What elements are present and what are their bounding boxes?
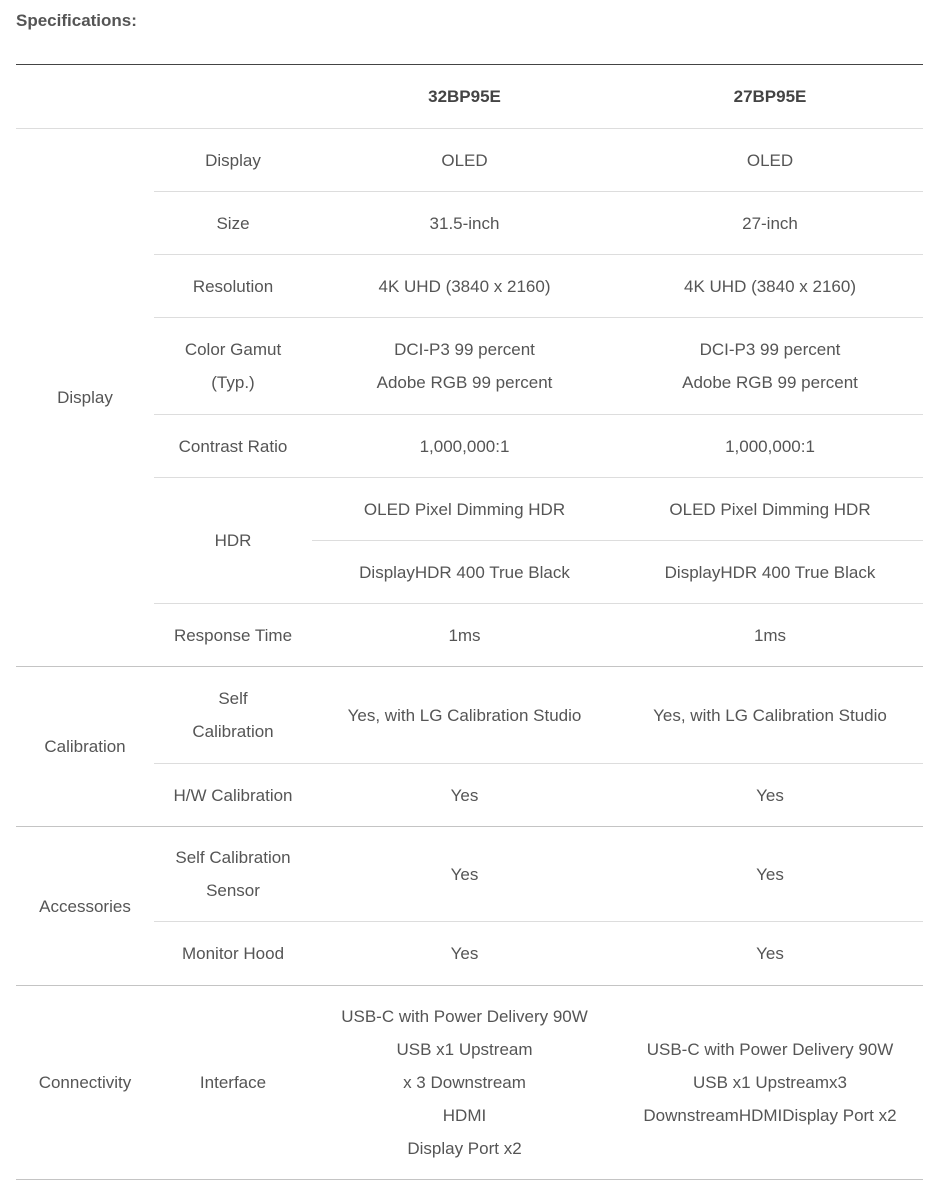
- spec-value-a: DisplayHDR 400 True Black: [312, 541, 617, 604]
- header-empty-spec: [154, 65, 312, 129]
- category-accessories: Accessories: [16, 827, 154, 986]
- spec-label-line: Calibration: [192, 722, 274, 741]
- spec-value-b: Yes, with LG Calibration Studio: [617, 667, 923, 764]
- spec-label: [154, 827, 312, 922]
- spec-label-line: Sensor: [206, 881, 260, 900]
- spec-value-b: 1,000,000:1: [617, 415, 923, 478]
- spec-value-a: Yes: [312, 827, 617, 922]
- header-model-b: 27BP95E: [617, 65, 923, 129]
- spec-value-a: Yes, with LG Calibration Studio: [312, 667, 617, 764]
- header-model-a: 32BP95E: [312, 65, 617, 129]
- spec-value-a: OLED: [312, 129, 617, 192]
- category-display: Display: [16, 129, 154, 667]
- spec-label-line: (Typ.): [211, 373, 255, 392]
- spec-value-line: USB x1 Upstreamx3: [693, 1073, 847, 1092]
- spec-value-b: 4K UHD (3840 x 2160): [617, 255, 923, 318]
- spec-label: Size: [154, 192, 312, 255]
- spec-value-line: Adobe RGB 99 percent: [376, 373, 553, 392]
- spec-label-line: Self: [218, 689, 248, 708]
- spec-value-b: Yes: [617, 827, 923, 922]
- spec-value-line: USB-C with Power Delivery 90W: [341, 1007, 588, 1026]
- spec-value-line: Adobe RGB 99 percent: [682, 373, 858, 392]
- spec-value-line: DCI-P3 99 percent: [699, 340, 841, 359]
- spec-value-a: 31.5-inch: [312, 192, 617, 255]
- spec-value-b: OLED Pixel Dimming HDR: [617, 478, 923, 541]
- spec-value-a: Yes: [312, 764, 617, 827]
- spec-value-b: OLED: [617, 129, 923, 192]
- specifications-table: [16, 64, 923, 1180]
- spec-value-b: [617, 318, 923, 415]
- category-connectivity: Connectivity: [16, 986, 154, 1180]
- spec-value-b: DisplayHDR 400 True Black: [617, 541, 923, 604]
- spec-value-line: USB x1 Upstream: [396, 1040, 533, 1059]
- table-header-row: [16, 65, 923, 129]
- spec-value-line: DCI-P3 99 percent: [394, 340, 535, 359]
- spec-label: H/W Calibration: [154, 764, 312, 827]
- spec-value-line: HDMI: [442, 1106, 487, 1125]
- spec-value-b: [617, 986, 923, 1180]
- spec-label: Monitor Hood: [154, 922, 312, 986]
- category-calibration: Calibration: [16, 667, 154, 827]
- spec-value-a: OLED Pixel Dimming HDR: [312, 478, 617, 541]
- spec-label: Interface: [154, 986, 312, 1180]
- spec-label: Display: [154, 129, 312, 192]
- spec-value-a: 1,000,000:1: [312, 415, 617, 478]
- spec-value-a: [312, 318, 617, 415]
- spec-label: Contrast Ratio: [154, 415, 312, 478]
- spec-value-b: Yes: [617, 764, 923, 827]
- spec-label: Resolution: [154, 255, 312, 318]
- spec-label: Response Time: [154, 604, 312, 667]
- spec-value-b: Yes: [617, 922, 923, 986]
- spec-label: [154, 667, 312, 764]
- spec-value-line: Display Port x2: [407, 1139, 522, 1158]
- header-empty-category: [16, 65, 154, 129]
- spec-value-line: x 3 Downstream: [403, 1073, 526, 1092]
- spec-value-a: 1ms: [312, 604, 617, 667]
- table-row: [16, 667, 923, 764]
- spec-label: [154, 318, 312, 415]
- spec-value-a: Yes: [312, 922, 617, 986]
- table-row: [16, 129, 923, 192]
- spec-value-b: 27-inch: [617, 192, 923, 255]
- spec-label-line: Self Calibration: [175, 848, 291, 867]
- spec-label-line: Color Gamut: [184, 340, 282, 359]
- table-row: [16, 986, 923, 1180]
- spec-label: HDR: [154, 478, 312, 604]
- spec-value-a: [312, 986, 617, 1180]
- page-title: Specifications:: [16, 11, 137, 30]
- spec-value-a: 4K UHD (3840 x 2160): [312, 255, 617, 318]
- table-row: [16, 827, 923, 922]
- spec-value-line: DownstreamHDMIDisplay Port x2: [643, 1106, 897, 1125]
- spec-value-line: USB-C with Power Delivery 90W: [646, 1040, 894, 1059]
- spec-value-b: 1ms: [617, 604, 923, 667]
